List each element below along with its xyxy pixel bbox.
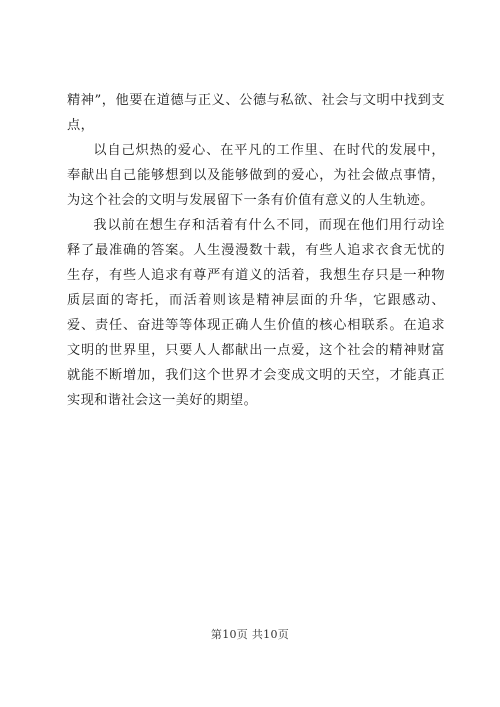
paragraph-2: 以自己炽热的爱心、在平凡的工作里、在时代的发展中，奉献出自己能够想到以及能够做到的爱心，为社会做点事情，为这个社会的文明与发展留下一条有价值有意义的人生轨迹。 (67, 143, 445, 208)
page-footer: 第10页 共10页 (210, 628, 290, 641)
paragraph-3: 我以前在想生存和活着有什么不同，而现在他们用行动诠释了最准确的答案。人生漫漫数十载，有些人追求衣食无忧的生存，有些人追求有尊严有道义的活着，我想生存只是一种物质层面的寄托，而活着则该是精神层面的升华，它跟感动、爱、责任、奋进等等体现正确人生价值的核心相联系。在追求文明的世界里，只要人人都献出一点爱，这个社会的精神财富就能不断增加，我们这个世界才会变成文明的天空，才能真正实现和谐社会这一美好的期望。 (67, 218, 445, 408)
paragraph-1: 精神”，他要在道德与正义、公德与私欲、社会与文明中找到支点， (67, 93, 445, 133)
document-body (67, 88, 445, 413)
